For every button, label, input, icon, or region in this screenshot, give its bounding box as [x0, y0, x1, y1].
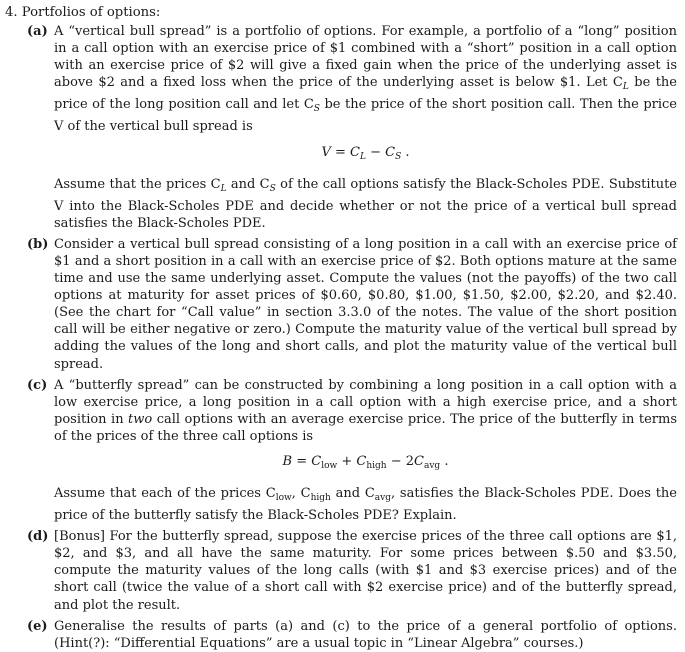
eq-b-plus: + [337, 453, 357, 469]
part-d-label: (d) [27, 529, 49, 545]
sub-high-2: high [310, 492, 331, 503]
part-a-text2: be the price of the long position call and let C [54, 75, 677, 113]
eq-v-equals: = [330, 144, 351, 160]
part-d [5, 528, 677, 613]
eq-v-c2: C [385, 144, 396, 160]
sub-low-2: low [275, 492, 292, 503]
eq-b-c-high: C [356, 453, 367, 469]
part-c-text1: A “butterfly spread” can be constructed by combining a long position in a call option with a low exercise price, a long position in a call option with a high exercise price, and a short position in [54, 377, 677, 427]
part-e-label: (e) [27, 618, 48, 634]
part-a-text3: be the price of the short position call. Then the price V of the vertical bull spread is [54, 97, 677, 135]
eq-b-sub-high: high [366, 460, 387, 471]
equation-v [54, 144, 677, 166]
part-a-text1: A “vertical bull spread” is a portfolio of options. For example, a portfolio of a “long” position in a call option with an exercise price of $1 combined with a “short” position in a call option with an exercise price of $2 will give a fixed gain when the price of the underlying asset is above $2 and a fixed loss when the price of the underlying asset is below $1. Let C [54, 24, 677, 91]
part-c-text5: and C [330, 485, 375, 501]
part-d-text: [Bonus] For the butterfly spread, suppose the exercise prices of the three call options are $1, $2, and $3, and all have the same maturity. For some prices between $.50 and $3.50, compute the maturity values of the long calls (with $1 and $3 exercise prices) and of the short call (twice the value of a short call with $2 exercise price) and of the butterfly spread, and plot the result. [54, 529, 677, 613]
part-a-question [54, 176, 677, 232]
eq-b-sub-low: low [321, 460, 338, 471]
part-a-intro [54, 23, 677, 136]
part-b [5, 236, 677, 373]
part-c-label: (c) [27, 377, 48, 393]
eq-b-minus: − 2 [386, 453, 415, 469]
part-c [5, 377, 677, 525]
eq-b-var: B [282, 453, 293, 469]
eq-v-minus: − [365, 144, 386, 160]
eq-v-sub-l: L [359, 151, 366, 162]
eq-v-var: V [321, 144, 331, 160]
part-e [5, 618, 677, 652]
eq-b-c-avg: C [414, 453, 424, 469]
sub-S-2: S [269, 183, 276, 194]
problem-heading: 4. Portfolios of options: [5, 5, 161, 20]
part-b-label: (b) [27, 236, 49, 252]
part-e-text: Generalise the results of parts (a) and (c) to the price of a general portfolio of options. (Hint(?): “Differential Equations” are a usual topic in “Linear Algebra” courses.) [54, 618, 677, 651]
sub-avg-2: avg [374, 492, 391, 503]
eq-v-c1: C [350, 144, 360, 160]
eq-b-sub-avg: avg [423, 460, 441, 471]
eq-v-end: . [401, 144, 410, 160]
part-c-text3: Assume that each of the prices C [54, 485, 276, 501]
part-c-text6: , satisfies the Black-Scholes PDE. Does the price of the butterfly satisfy the Black-Scholes PDE? Explain. [54, 485, 677, 524]
equation-b [54, 453, 677, 475]
eq-v-sub-s: S [395, 151, 402, 162]
part-a-text5: and C [226, 176, 270, 192]
part-b-text: Consider a vertical bull spread consisting of a long position in a call with an exercise price of $1 and a short position in a call with an exercise price of $2. Both options mature at the same time and use the same underlying asset. Compute the values (not the payoffs) of the two call options at maturity for asset prices of $0.60, $0.80, $1.00, $1.50, $2.00, $2.20, and $2.40. (See the chart for “Call value” in section 3.3.0 of the notes. The value of the short position call will be either negative or zero.) Compute the maturity value of the vertical bull spread by adding the values of the long and short calls, and plot the maturity value of the vertical bull spread. [54, 236, 677, 372]
part-c-text4: , C [291, 485, 311, 501]
part-a-label: (a) [27, 24, 48, 39]
eq-b-end: . [440, 453, 449, 469]
parts-list [5, 23, 677, 652]
sub-L-2: L [220, 183, 227, 194]
eq-b-equals: = [292, 453, 312, 469]
part-a-text6: of the call options satisfy the Black-Scholes PDE. Substitute V into the Black-Scholes PDE and decide whether or not the price of a vertical bull spread satisfies the Black-Scholes PDE. [54, 176, 677, 231]
eq-b-c-low: C [311, 453, 322, 469]
part-a [5, 23, 677, 232]
sub-L: L [622, 82, 629, 93]
part-c-text2: call options with an average exercise price. The price of the butterfly in terms of the prices of the three call options is [54, 411, 678, 444]
part-c-emphasis: two [128, 411, 153, 427]
sub-S: S [313, 104, 320, 115]
part-a-text4: Assume that the prices C [54, 176, 221, 192]
part-c-question [54, 485, 677, 524]
part-c-intro [54, 377, 677, 445]
